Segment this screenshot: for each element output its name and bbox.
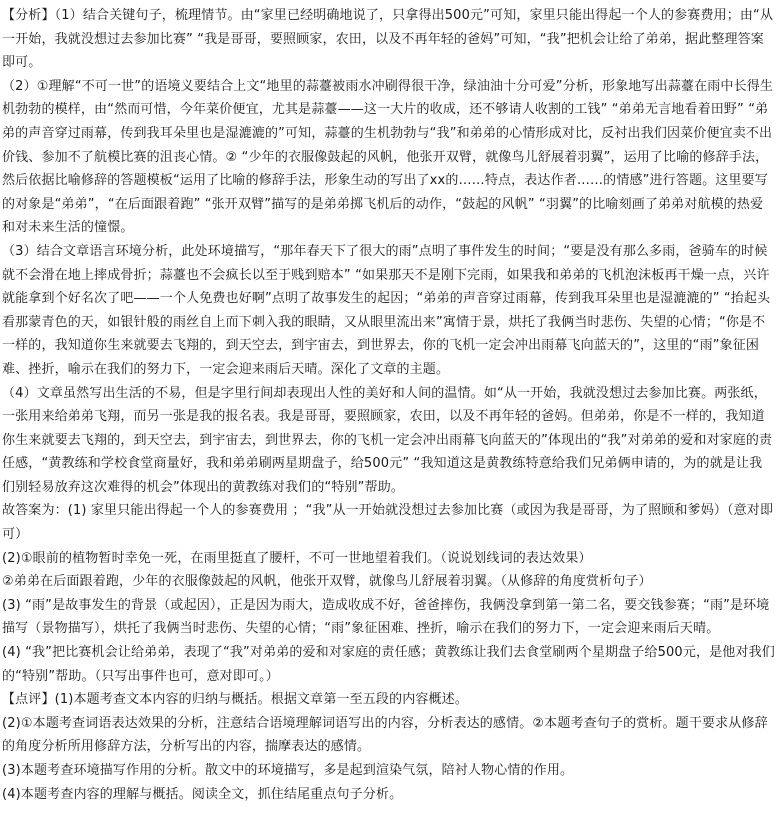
- answer-2-1: (2)①眼前的植物暂时幸免一死，在雨里挺直了腰杆，不可一世地望着我们。（说说划线词的表达效果）: [2, 550, 592, 566]
- analysis-part4: （4）文章虽然写出生活的不易，但是字里行间却表现出人性的美好和人间的温情。如“从一开始，我就没想过去参加比赛。两张纸，一张用来给弟弟飞翔，而另一张是我的报名表。我是哥哥，要照顾家，农田，以及不再年轻的爸妈。但弟弟，你是不一样的，我知道你生来就要去飞翔的，到天空去，到宇宙去，到世界去，你的飞机一定会冲出雨幕飞向蓝天的”体现出的“我”对弟弟的爱和对家庭的责任感，“黄教练和学校食堂商量好，我和弟弟刷两星期盘子，给500元” “我知道这是黄教练特意给我们兄弟俩申请的，为的就是让我们别轻易放弃这次难得的机会”体现出的黄教练对我们的“特别”帮助。: [2, 385, 773, 495]
- comment-3: (3)本题考查环境描写作用的分析。散文中的环境描写，多是起到渲染气氛，陪衬人物心情的作用。: [2, 763, 574, 778]
- comment-2: (2)①本题考查词语表达效果的分析，注意结合语境理解词语写出的内容，分析表达的感情。②本题考查句子的赏析。题干要求从修辞的角度分析所用修辞方法，分析写出的内容，揣摩表达的感情。: [2, 715, 768, 755]
- answer-3: (3) “雨”是故事发生的背景（或起因），正是因为雨大，造成收成不好，爸爸摔伤，我俩没拿到第一第二名，要交钱参赛；“雨”是环境描写（景物描写），烘托了我俩当时悲伤、失望的心情；“雨”象征困难、挫折，喻示在我们的努力下，一定会迎来雨后天晴。: [2, 597, 770, 637]
- analysis-header-part1: 【分析】（1）结合关键句子，梳理情节。由“家里已经明确地说了，只拿得出500元”可知，家里只能出得起一个人的参赛费用；由“从一开始，我就没想过去参加比赛” “我是哥哥，要照顾家，农田，以及不再年轻的爸妈”可知，“我”把机会让给了弟弟，据此整理答案即可。: [2, 8, 774, 71]
- answer-1: 故答案为：(1) 家里只能出得起一个人的参赛费用 ；“我”从一开始就没想过去参加比赛（或因为我是哥哥，为了照顾和爹妈）（意对即可）: [2, 503, 774, 543]
- comment-1: 【点评】(1)本题考查文本内容的归纳与概括。根据文章第一至五段的内容概述。: [2, 692, 468, 708]
- answer-2-2: ②弟弟在后面跟着跑，少年的衣服像鼓起的风帆，他张开双臂，就像鸟儿舒展着羽翼。（从修辞的角度赏析句子）: [2, 574, 652, 590]
- answer-4: (4) “我”把比赛机会让给弟弟，表现了“我”对弟弟的爱和对家庭的责任感；黄教练让我们去食堂刷两个星期盘子给500元，是他对我们的“特别”帮助。（只写出事件也可，意对即可。）: [2, 645, 775, 684]
- analysis-part2: （2）①理解“不可一世”的语境义要结合上文“地里的蒜薹被雨水冲刷得很干净，绿油油十分可爱”分析，形象地写出蒜薹在雨中长得生机勃勃的模样，由“然而可惜，今年菜价便宜，尤其是蒜薹——这一大片的收成，还不够请人收割的工钱” “弟弟无言地看着田野” “弟弟的声音穿过雨幕，传到我耳朵里也是湿漉漉的”可知，蒜薹的生机勃勃与“我”和弟弟的心情形成对比，反衬出我们因菜价便宜卖不出价钱、参加不了航模比赛的沮丧心情。② “少年的衣服像鼓起的风帆，他张开双臂，就像鸟儿舒展着羽翼”，运用了比喻的修辞手法，然后依据比喻修辞的答题模板“运用了比喻的修辞手法，形象生动的写出了xx的……特点，表达作者……的情感”进行答题。这里要写的对象是“弟弟”，“在后面跟着跑” “张开双臂”描写的是弟弟掷飞机后的动作，“鼓起的风帆” “羽翼”的比喻刻画了弟弟对航模的热爱和对未来生活的憧憬。: [2, 78, 774, 236]
- analysis-part3: （3）结合文章语言环境分析，此处环境描写，“那年春天下了很大的雨”点明了事件发生的时间；“要是没有那么多雨，爸骑车的时候就不会滑在地上摔成骨折；蒜薹也不会疯长以至于贱到赔本” “如果那天不是刚下完雨，如果我和弟弟的飞机泡沫板再干燥一点，兴许就能拿到个好名次了吧——一个人免费也好啊”点明了故事发生的起因；“弟弟的声音穿过雨幕，传到我耳朵里也是湿漉漉的” “抬起头看那蒙青色的天，如银针般的雨丝自上而下刺入我的眼睛，又从眼里流出来”寓情于景，烘托了我俩当时悲伤、失望的心情；“你是不一样的，我知道你生来就要去飞翔的，到天空去，到宇宙去，到世界去，你的飞机一定会冲出雨幕飞向蓝天的”，这里的“雨”象征困难、挫折，喻示在我们的努力下，一定会迎来雨后天晴。深化了文章的主题。: [2, 243, 771, 377]
- comment-4: (4)本题考查内容的理解与概括。阅读全文，抓住结尾重点句子分析。: [2, 786, 403, 802]
